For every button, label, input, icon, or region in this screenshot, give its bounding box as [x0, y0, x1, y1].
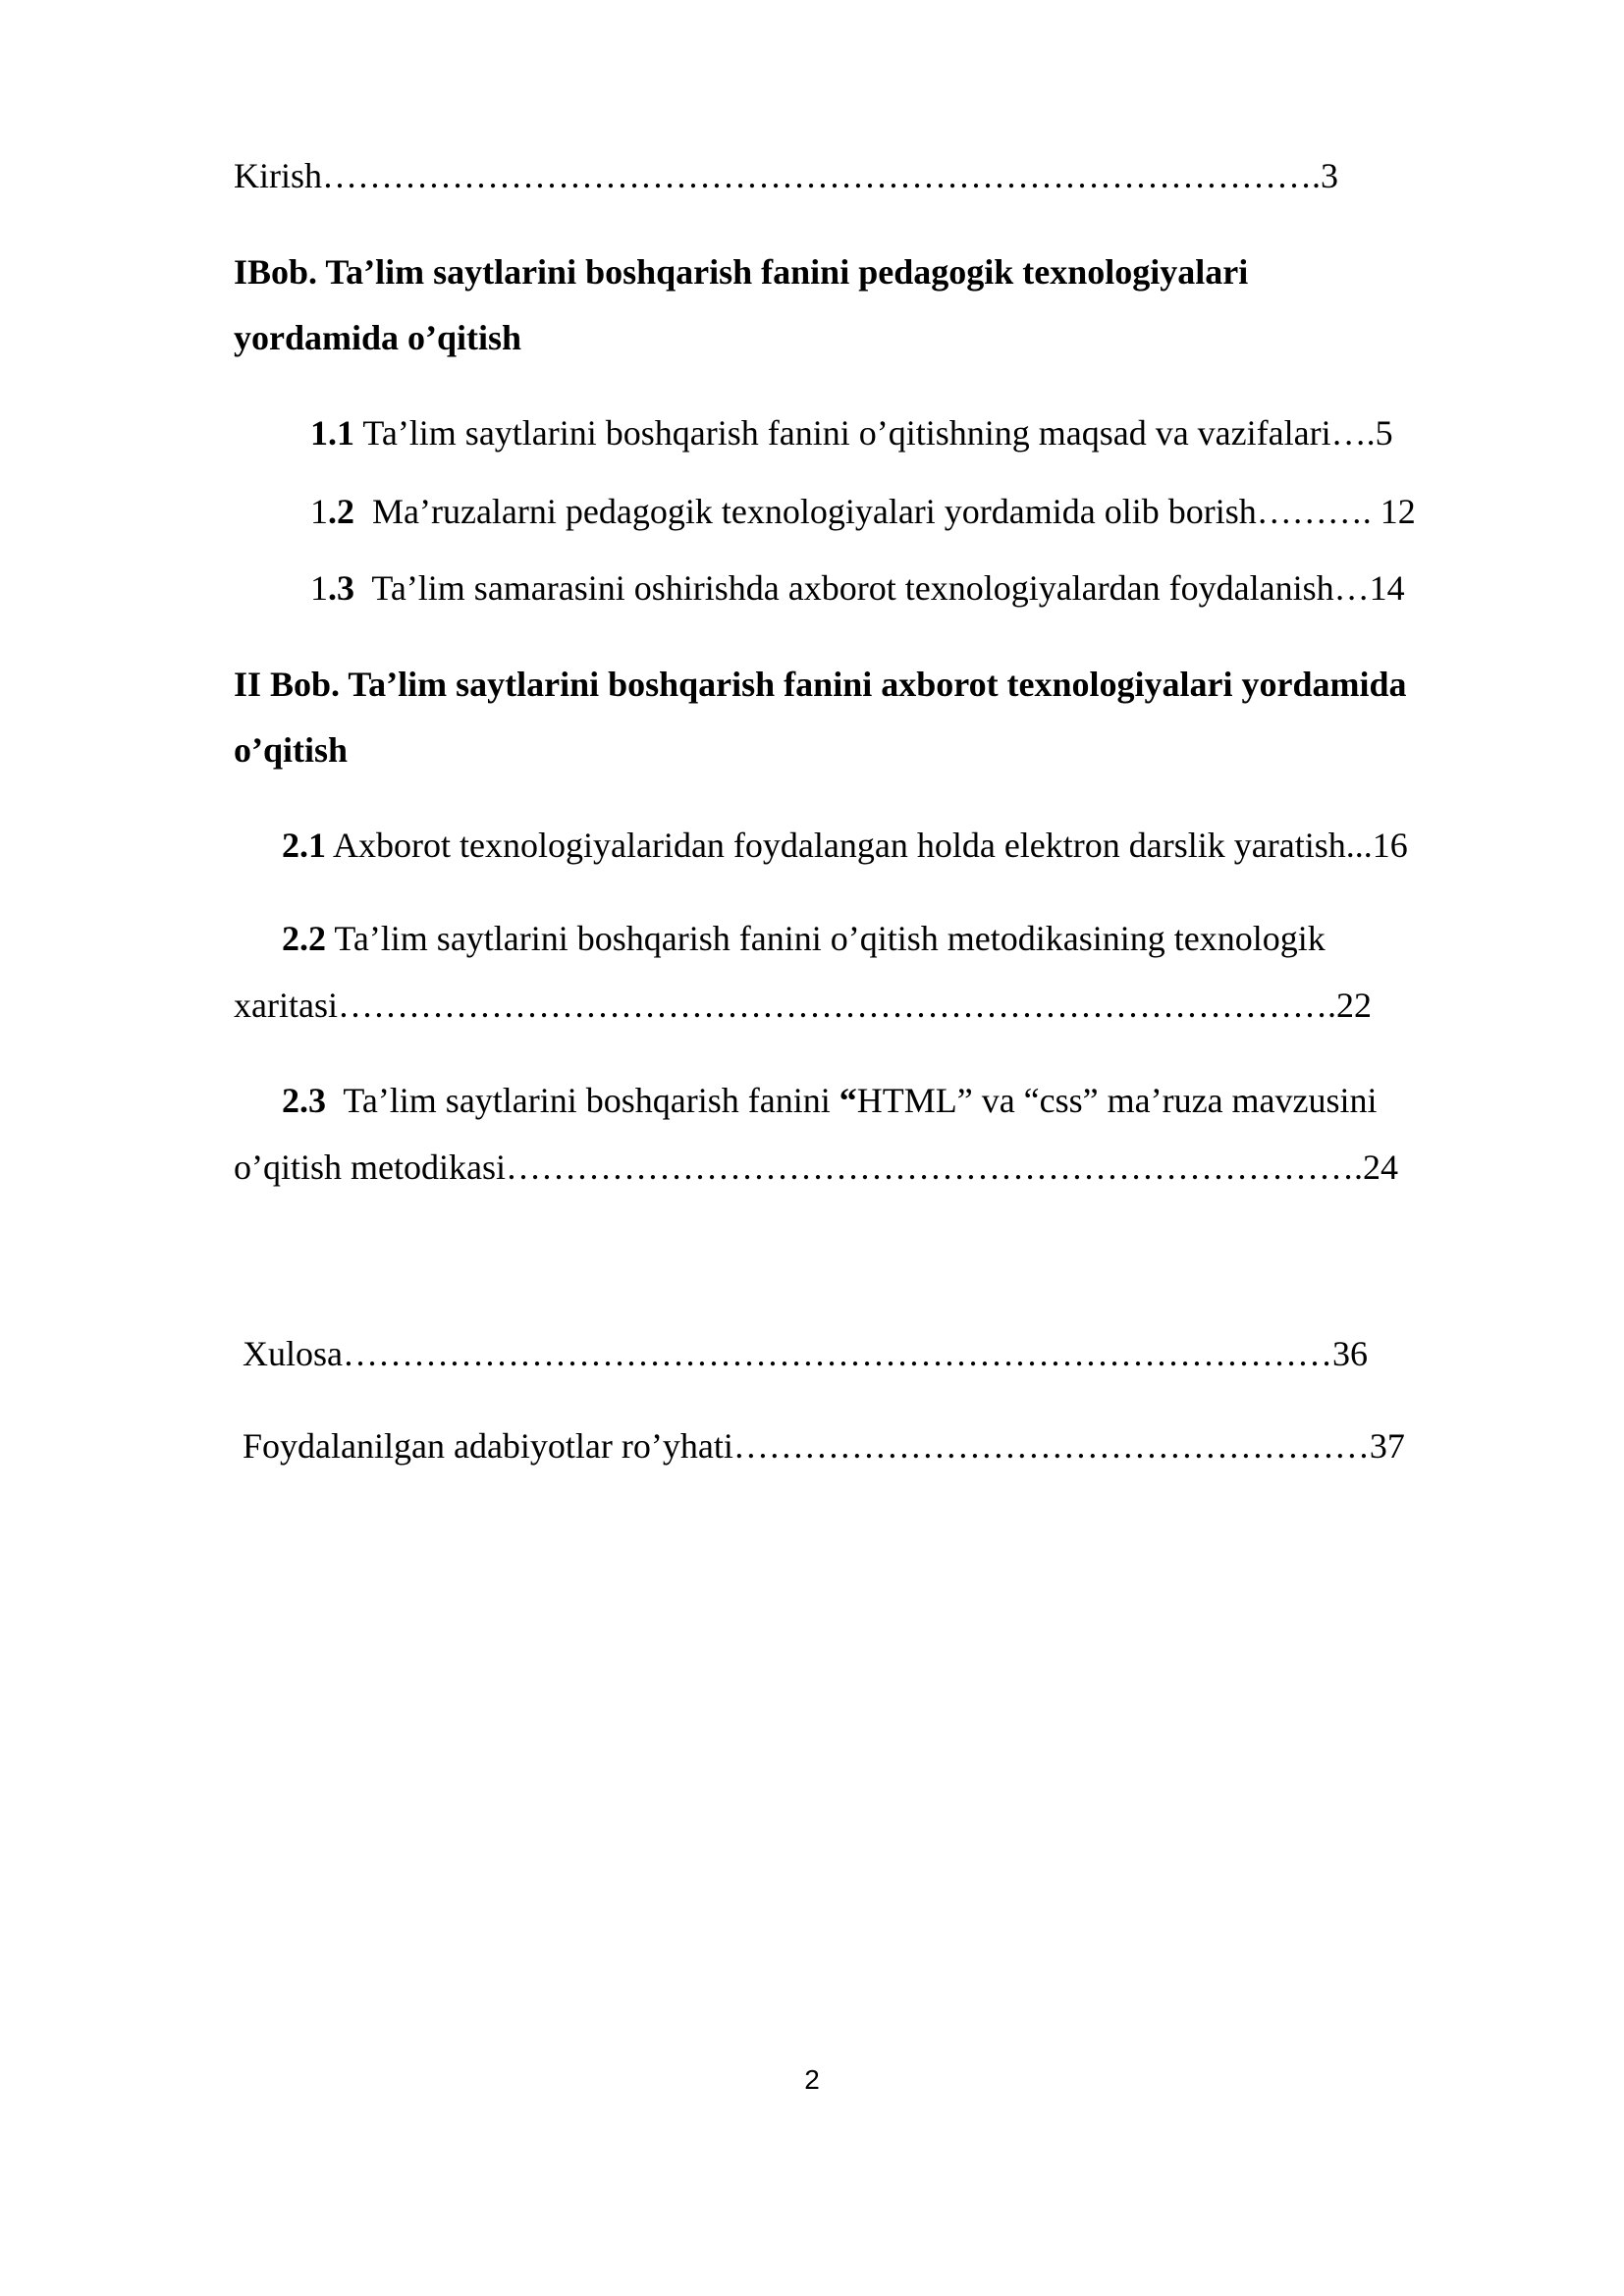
toc-kirish-page: 3 [1321, 156, 1338, 195]
toc-entry-text: Ma’ruzalarni pedagogik texnologiyalari yordamida olib borish………. 12 [372, 492, 1416, 531]
toc-entry-number: 2.3 [282, 1081, 326, 1120]
toc-entry-kirish [234, 155, 1338, 197]
toc-entry-2-1 [282, 825, 1408, 867]
chapter2-title-line2: o’qitish [234, 730, 349, 770]
chapter2-title-line1: II Bob. Ta’lim saytlarini boshqarish fanini axborot texnologiyalari yordamida [234, 665, 1407, 704]
toc-entry-1-3 [310, 567, 1405, 610]
toc-entry-text: Ta’lim samarasini oshirishda axborot texnologiyalardan foydalanish…14 [371, 568, 1405, 608]
toc-entry-2-3-continuation: o’qitish metodikasi……………………………………………………………….24 [234, 1148, 1398, 1187]
toc-entry-adabiyotlar: Foydalanilgan adabiyotlar ro’yhati………………………………………………37 [243, 1426, 1405, 1466]
toc-entry-number-part: .3 [328, 568, 354, 608]
toc-entry-2-2-continuation: xaritasi………………………………………………………………………….22 [234, 986, 1372, 1025]
toc-entry-quote-mark: “ [839, 1081, 857, 1120]
toc-entry-text: Ta’lim saytlarini boshqarish fanini o’qitish metodikasining texnologik [334, 919, 1326, 958]
toc-entry-1-1 [310, 412, 1393, 454]
toc-entry-number-part: 1 [310, 568, 328, 608]
toc-entry-1-2 [310, 491, 1416, 533]
chapter1-title-line2: yordamida o’qitish [234, 318, 522, 357]
toc-entry-text-part: Ta’lim saytlarini boshqarish fanini [343, 1081, 839, 1120]
toc-entry-number: 2.2 [282, 919, 326, 958]
toc-entry-number-part: .2 [328, 492, 354, 531]
toc-entry-number: 2.1 [282, 826, 326, 865]
toc-kirish-label: Kirish [234, 156, 322, 195]
toc-entry-text-part: HTML” va “css” ma’ruza mavzusini [856, 1081, 1378, 1120]
toc-entry-number: 1.1 [310, 413, 354, 453]
toc-entry-xulosa: Xulosa…………………………………………………………………………36 [243, 1334, 1368, 1373]
page-number: 2 [804, 2064, 820, 2095]
toc-entry-number-part: 1 [310, 492, 328, 531]
chapter1-title-line1: IBob. Ta’lim saytlarini boshqarish fanini pedagogik texnologiyalari [234, 252, 1249, 292]
toc-entry-2-2 [282, 918, 1326, 960]
toc-entry-2-3 [282, 1080, 1378, 1122]
toc-entry-text: Axborot texnologiyalaridan foydalangan holda elektron darslik yaratish...16 [333, 826, 1408, 865]
toc-entry-text: Ta’lim saytlarini boshqarish fanini o’qitishning maqsad va vazifalari….5 [362, 413, 1393, 453]
toc-kirish-leader: …………………………………………………………………………. [322, 156, 1321, 195]
